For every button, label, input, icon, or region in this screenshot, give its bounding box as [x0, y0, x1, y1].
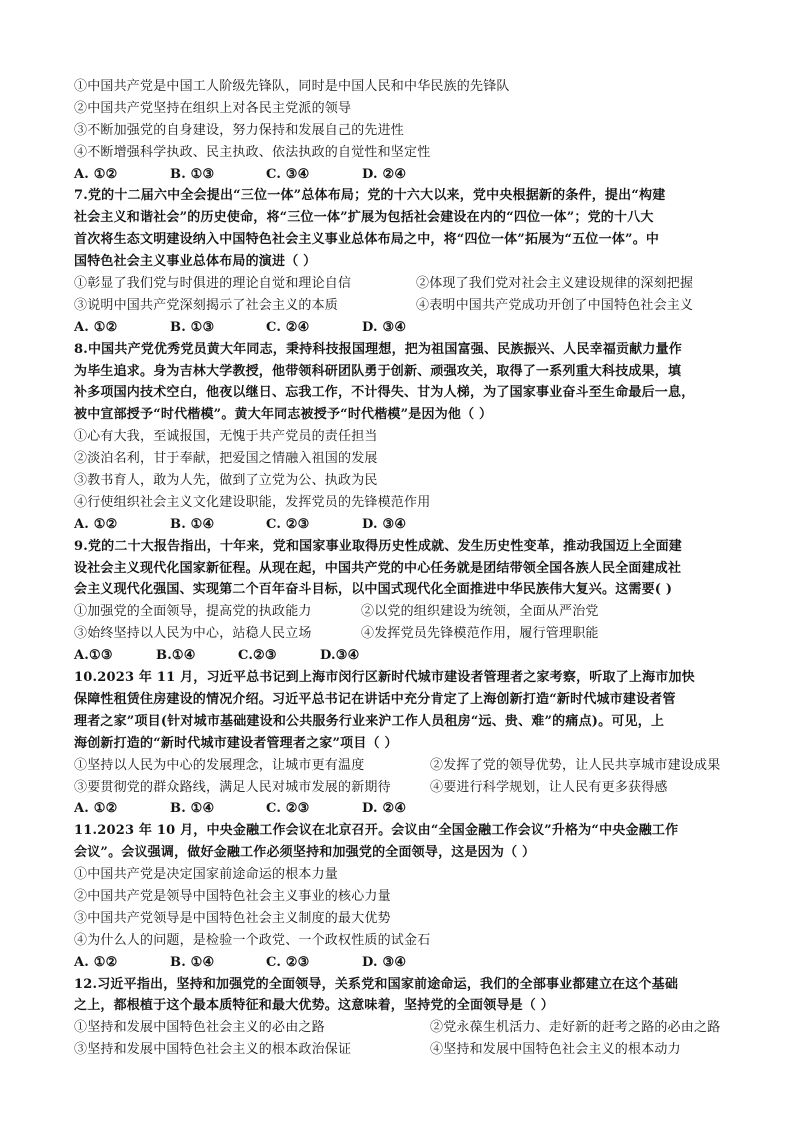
answer-choice[interactable]: D.③④: [320, 648, 360, 664]
question-stem: [74, 536, 730, 602]
option-row: [74, 76, 730, 98]
option-row: [74, 448, 730, 470]
stem-line: 首次将生态文明建设纳入中国特色社会主义事业总体布局之中，将“四位一体”拓展为“五位一体”。中: [74, 232, 660, 248]
statement-option: ②体现了我们党对社会主义建设规律的深刻把握: [416, 276, 694, 292]
answer-choice[interactable]: A. ①②: [74, 954, 118, 970]
stem-line: 海创新打造的“新时代城市建设者管理者之家”项目（ ）: [74, 735, 398, 751]
stem-line: 被中宣部授予“时代楷模”。黄大年同志被授予“时代楷模”是因为他（ ）: [74, 407, 493, 423]
statement-option: ③不断加强党的自身建设，努力保持和发展自己的先进性: [74, 122, 405, 138]
option-row: [74, 755, 730, 777]
option-row: [74, 886, 730, 908]
stem-line: 7.党的十二届六中全会提出“三位一体”总体布局；党的十六大以来，党中央根据新的条件，提出“构建: [74, 188, 666, 204]
option-row: [74, 273, 730, 295]
answer-choice[interactable]: C. ③④: [266, 166, 310, 182]
option-row: [74, 492, 730, 514]
stem-line: 8.中国共产党优秀党员黄大年同志，秉持科技报国理想，把为祖国富强、民族振兴、人民幸福贡献力量作: [74, 341, 682, 357]
question-stem: [74, 974, 730, 1018]
stem-line: 国特色社会主义事业总体布局的演进（ ）: [74, 254, 317, 270]
stem-line: 设社会主义现代化国家新征程。从现在起，中国共产党的中心任务就是团结带领全国各族人民全面建成社: [74, 560, 682, 576]
answer-choice[interactable]: C.②③: [238, 648, 277, 664]
answer-choice[interactable]: A. ①②: [74, 319, 118, 335]
statement-option: ①中国共产党是中国工人阶级先锋队，同时是中国人民和中华民族的先锋队: [74, 79, 510, 94]
statement-option: ③说明中国共产党深刻揭示了社会主义的本质: [74, 297, 339, 313]
option-row: [74, 120, 730, 142]
answer-choices: [74, 645, 730, 667]
answer-choice[interactable]: A. ①②: [74, 516, 118, 532]
answer-choice[interactable]: C. ②③: [266, 801, 310, 817]
statement-option: ④要进行科学规划，让人民有更多获得感: [430, 779, 668, 795]
question-stem: [74, 339, 730, 427]
answer-choices: [74, 798, 730, 820]
answer-choices: [74, 317, 730, 339]
option-row: [74, 295, 730, 317]
option-row: [74, 623, 730, 645]
stem-line: 为毕生追求。身为吉林大学教授，他带领科研团队勇于创新、顽强攻关，取得了一系列重大科技成果，填: [74, 363, 682, 379]
question-q10: [74, 667, 730, 820]
question-stem: [74, 820, 730, 864]
answer-choices: [74, 514, 730, 536]
stem-line: 之上，都根植于这个最本质特征和最大优势。这意味着，坚持党的全面领导是（ ）: [74, 998, 554, 1014]
statement-option: ①坚持以人民为中心的发展理念，让城市更有温度: [74, 757, 365, 773]
answer-choice[interactable]: D. ③④: [362, 319, 407, 335]
stem-line: 会主义现代化强国、实现第二个百年奋斗目标，以中国式现代化全面推进中华民族伟大复兴。这需要( ): [74, 582, 673, 598]
statement-option: ④表明中国共产党成功开创了中国特色社会主义: [416, 297, 694, 313]
question-q7: [74, 185, 730, 338]
stem-line: 11.2023 年 10 月，中央金融工作会议在北京召开。会议由“全国金融工作会议”升格为“中央金融工作: [74, 823, 679, 839]
stem-line: 12.习近平指出，坚持和加强党的全面领导，关系党和国家前途命运，我们的全部事业都建立在这个基础: [74, 976, 679, 992]
answer-choice[interactable]: C. ②④: [266, 319, 310, 335]
stem-line: 社会主义和谐社会”的历史使命，将“三位一体”扩展为包括社会建设在内的“四位一体”；党的十八大: [74, 210, 654, 226]
answer-choices: [74, 164, 730, 186]
option-row: [74, 930, 730, 952]
question-q11: [74, 820, 730, 973]
statement-option: ③教书育人，敢为人先，做到了立党为公、执政为民: [74, 473, 378, 489]
question-q6-tail: [74, 76, 730, 185]
answer-choices: [74, 952, 730, 974]
statement-option: ①坚持和发展中国特色社会主义的必由之路: [74, 1020, 325, 1036]
option-row: [74, 142, 730, 164]
statement-option: ①加强党的全面领导，提高党的执政能力: [74, 604, 312, 620]
statement-option: ②中国共产党坚持在组织上对各民主党派的领导: [74, 100, 352, 116]
stem-line: 9.党的二十大报告指出，十年来，党和国家事业取得历史性成就、发生历史性变革，推动我国迈上全面建: [74, 538, 682, 554]
answer-choice[interactable]: D. ②④: [362, 801, 407, 817]
option-row: [74, 98, 730, 120]
answer-choice[interactable]: B. ①③: [170, 319, 215, 335]
stem-line: 保障性租赁住房建设的情况介绍。习近平总书记在讲话中充分肯定了上海创新打造“新时代城市建设者管: [74, 691, 676, 707]
statement-option: ④不断增强科学执政、民主执政、依法执政的自觉性和坚定性: [74, 144, 431, 160]
statement-option: ④为什么人的问题，是检验一个政党、一个政权性质的试金石: [74, 932, 431, 948]
answer-choice[interactable]: A. ①②: [74, 801, 118, 817]
statement-option: ②淡泊名利，甘于奉献，把爱国之情融入祖国的发展: [74, 451, 378, 467]
stem-line: 理者之家”项目(针对城市基础建设和公共服务行业来沪工作人员租房“远、贵、难”的痛点)。可见，上: [74, 713, 665, 729]
statement-option: ④行使组织社会主义文化建设职能，发挥党员的先锋模范作用: [74, 494, 431, 510]
statement-option: ③中国共产党领导是中国特色社会主义制度的最大优势: [74, 910, 391, 926]
answer-choice[interactable]: B. ①④: [170, 954, 215, 970]
stem-line: 10.2023 年 11 月，习近平总书记到上海市闵行区新时代城市建设者管理者之家考察，听取了上海市加快: [74, 670, 695, 686]
stem-line: 会议”。会议强调，做好金融工作必须坚持和加强党的全面领导，这是因为（ ）: [74, 845, 536, 861]
statement-option: ③坚持和发展中国特色社会主义的根本政治保证: [74, 1042, 352, 1058]
option-row: [74, 1017, 730, 1039]
question-stem: [74, 185, 730, 273]
option-row: [74, 601, 730, 623]
statement-option: ①心有大我，至诚报国，无愧于共产党员的责任担当: [74, 429, 378, 445]
answer-choice[interactable]: B. ①③: [170, 166, 215, 182]
question-stem: [74, 667, 730, 755]
answer-choice[interactable]: C. ②③: [266, 954, 310, 970]
option-row: [74, 908, 730, 930]
statement-option: ①彰显了我们党与时俱进的理论自觉和理论自信: [74, 276, 352, 292]
statement-option: ①中国共产党是决定国家前途命运的根本力量: [74, 867, 339, 883]
answer-choice[interactable]: A. ①②: [74, 166, 118, 182]
answer-choice[interactable]: B. ①④: [170, 516, 215, 532]
question-q9: [74, 536, 730, 667]
answer-choice[interactable]: D. ②④: [362, 166, 407, 182]
statement-option: ②以党的组织建设为统领，全面从严治党: [361, 604, 599, 620]
answer-choice[interactable]: D. ③④: [362, 516, 407, 532]
statement-option: ④发挥党员先锋模范作用，履行管理职能: [361, 626, 599, 642]
statement-option: ③始终坚持以人民为中心，站稳人民立场: [74, 626, 312, 642]
option-row: [74, 864, 730, 886]
answer-choice[interactable]: B. ①④: [170, 801, 215, 817]
option-row: [74, 1039, 730, 1061]
statement-option: ②中国共产党是领导中国特色社会主义事业的核心力量: [74, 888, 391, 904]
option-row: [74, 470, 730, 492]
option-row: [74, 777, 730, 799]
option-row: [74, 426, 730, 448]
answer-choice[interactable]: B.①④: [156, 648, 196, 664]
question-q12: [74, 974, 730, 1062]
statement-option: ②发挥了党的领导优势，让人民共享城市建设成果: [430, 757, 721, 773]
answer-choice[interactable]: C. ②③: [266, 516, 310, 532]
statement-option: ②党永葆生机活力、走好新的赶考之路的必由之路: [430, 1020, 721, 1036]
answer-choice[interactable]: D. ③④: [362, 954, 407, 970]
statement-option: ③要贯彻党的群众路线，满足人民对城市发展的新期待: [74, 779, 391, 795]
statement-option: ④坚持和发展中国特色社会主义的根本动力: [430, 1042, 681, 1058]
question-q8: [74, 339, 730, 536]
stem-line: 补多项国内技术空白，他夜以继日、忘我工作，不计得失、甘为人梯，为了国家事业奋斗至生命最后一息，: [74, 385, 695, 401]
answer-choice[interactable]: A.①③: [74, 648, 113, 664]
